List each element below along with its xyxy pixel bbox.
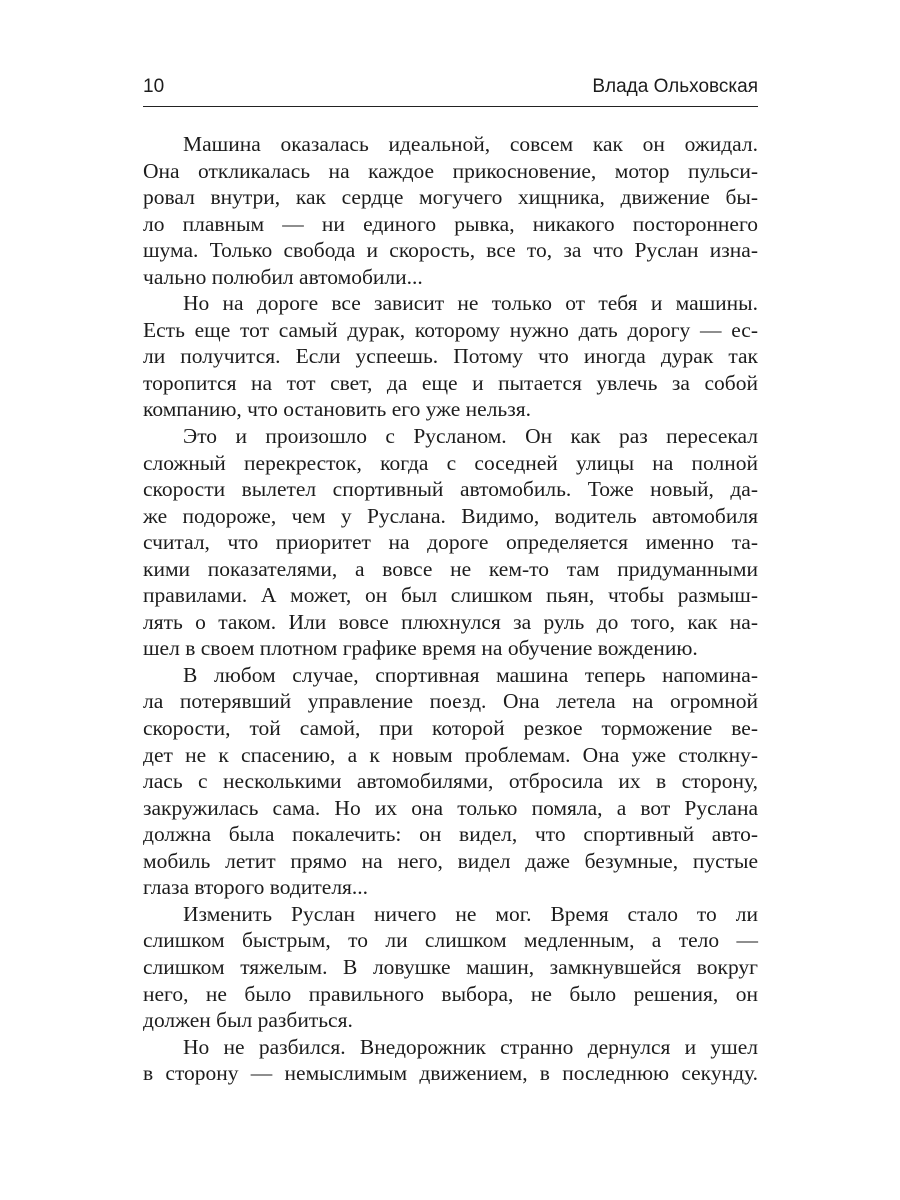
- text-line: лась с несколькими автомобилями, отбросила их в сторону,: [143, 769, 758, 794]
- paragraph: [143, 901, 758, 1034]
- text-line: мобиль летит прямо на него, видел даже безумные, пустые: [143, 848, 758, 873]
- text-line: Но на дороге все зависит не только от тебя и машины.: [183, 291, 758, 316]
- text-line: ровал внутри, как сердце могучего хищника, движение бы-: [143, 185, 758, 210]
- text-line: шел в своем плотном графике время на обучение вождению.: [143, 636, 698, 661]
- text-line: глаза второго водителя...: [143, 875, 369, 900]
- text-line: компанию, что остановить его уже нельзя.: [143, 397, 531, 422]
- text-line: скорости вылетел спортивный автомобиль. Тоже новый, да-: [143, 477, 758, 502]
- running-head: [143, 76, 758, 102]
- paragraph: [143, 290, 758, 423]
- paragraph: [143, 131, 758, 290]
- text-line: в сторону — немыслимым движением, в последнюю секунду.: [143, 1061, 758, 1086]
- text-line: слишком быстрым, то ли слишком медленным, а тело —: [143, 928, 758, 953]
- page-number: 10: [143, 76, 165, 97]
- text-line: Это и произошло с Русланом. Он как раз пересекал: [183, 424, 758, 449]
- text-line: чально полюбил автомобили...: [143, 264, 423, 289]
- text-line: Но не разбился. Внедорожник странно дернулся и ушел: [183, 1034, 758, 1059]
- text-line: ло плавным — ни единого рывка, никакого постороннего: [143, 211, 758, 236]
- text-line: считал, что приоритет на дороге определяется именно та-: [143, 530, 758, 555]
- paragraph: [143, 1034, 758, 1087]
- text-line: закружилась сама. Но их она только помяла, а вот Руслана: [143, 795, 758, 820]
- author-name: Влада Ольховская: [592, 76, 758, 97]
- text-line: Она откликалась на каждое прикосновение, мотор пульси-: [143, 158, 758, 183]
- text-line: должен был разбиться.: [143, 1008, 353, 1033]
- text-line: же подороже, чем у Руслана. Видимо, водитель автомобиля: [143, 503, 758, 528]
- text-line: слишком тяжелым. В ловушке машин, замкнувшейся вокруг: [143, 954, 758, 979]
- header-rule: [143, 106, 758, 107]
- text-line: лять о таком. Или вовсе плюхнулся за руль до того, как на-: [143, 609, 758, 634]
- text-line: В любом случае, спортивная машина теперь напомина-: [183, 662, 758, 687]
- text-line: Есть еще тот самый дурак, которому нужно дать дорогу — ес-: [143, 317, 758, 342]
- text-line: скорости, той самой, при которой резкое торможение ве-: [143, 716, 758, 741]
- text-line: Изменить Руслан ничего не мог. Время стало то ли: [183, 901, 758, 926]
- text-line: него, не было правильного выбора, не было решения, он: [143, 981, 758, 1006]
- text-line: дет не к спасению, а к новым проблемам. Она уже столкну-: [143, 742, 758, 767]
- text-line: кими показателями, а вовсе не кем-то там придуманными: [143, 556, 758, 581]
- text-line: ли получится. Если успеешь. Потому что иногда дурак так: [143, 344, 758, 369]
- text-line: торопится на тот свет, да еще и пытается увлечь за собой: [143, 370, 758, 395]
- text-line: сложный перекресток, когда с соседней улицы на полной: [143, 450, 758, 475]
- text-line: ла потерявший управление поезд. Она летела на огромной: [143, 689, 758, 714]
- paragraph: [143, 423, 758, 662]
- text-line: должна была покалечить: он видел, что спортивный авто-: [143, 822, 758, 847]
- body-text: [143, 131, 758, 1087]
- text-line: правилами. А может, он был слишком пьян, чтобы размыш-: [143, 583, 758, 608]
- paragraph: [143, 662, 758, 901]
- text-line: Машина оказалась идеальной, совсем как он ожидал.: [183, 132, 758, 156]
- text-line: шума. Только свобода и скорость, все то, за что Руслан изна-: [143, 238, 758, 263]
